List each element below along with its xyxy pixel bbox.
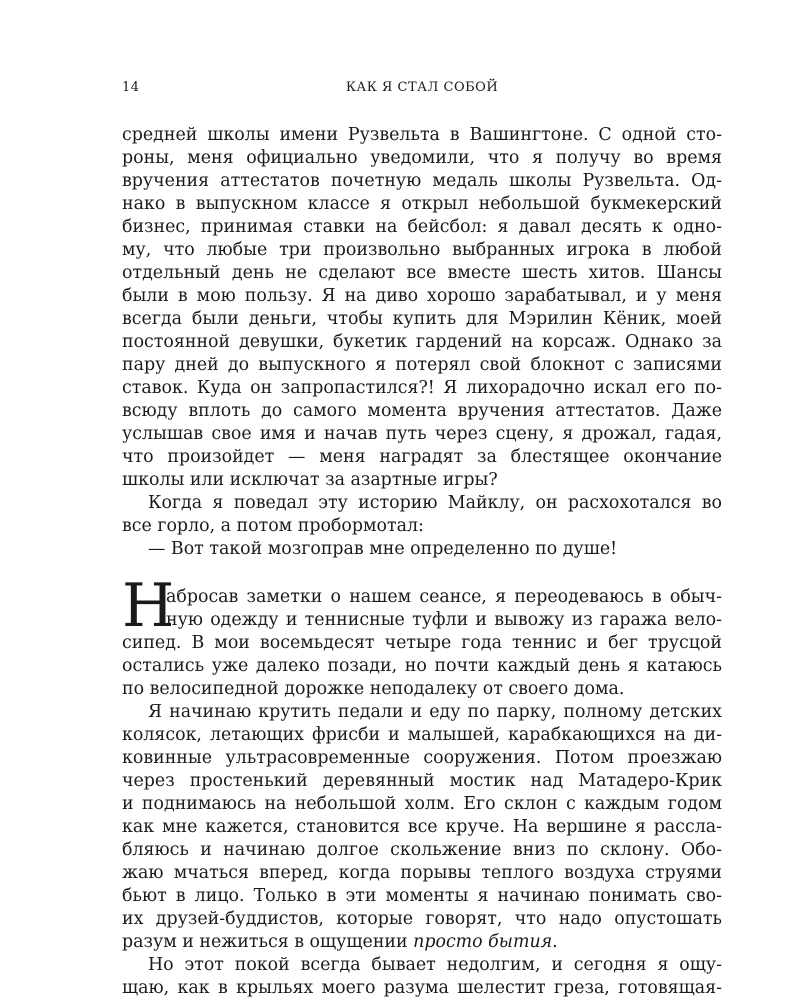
page-number: 14: [122, 80, 140, 95]
drop-cap: Н: [122, 571, 175, 641]
text-line: средней школы имени Рузвельта в Вашингтоне. С одной сто-: [122, 125, 722, 145]
paragraph-first-line: Я начинаю крутить педали и еду по парку, полному детских: [148, 702, 722, 722]
running-title: КАК Я СТАЛ СОБОЙ: [345, 80, 499, 95]
text-line: ную одежду и теннисные туфли и вывожу из гаража вело-: [166, 610, 722, 630]
running-head: [122, 80, 722, 100]
text-line: колясок, летающих фрисби и малышей, карабкающихся на ди-: [122, 725, 722, 745]
text-line: всегда были деньги, чтобы купить для Мэрилин Кёник, моей: [122, 309, 722, 329]
text-line: пару дней до выпускного я потерял свой блокнот с записями: [122, 355, 722, 375]
text-line: были в мою пользу. Я на диво хорошо зарабатывал, и у меня: [122, 286, 722, 306]
text-line: что произойдет — меня наградят за блестящее окончание: [122, 447, 722, 467]
text-line: постоянной девушки, букетик гардений на корсаж. Однако за: [122, 332, 722, 352]
text-run: разум и нежиться в ощущении: [122, 932, 414, 952]
text-line: услышав свое имя и начав путь через сцену, я дрожал, гадая,: [122, 424, 722, 444]
text-line: все горло, а потом пробормотал:: [122, 516, 424, 536]
text-line: бляюсь и начинаю долгое скольжение вниз по склону. Обо-: [122, 840, 722, 860]
text-line: всюду вплоть до самого момента вручения аттестатов. Даже: [122, 401, 722, 421]
text-line: через простенький деревянный мостик над Матадеро-Крик: [122, 771, 722, 791]
text-line: как мне кажется, становится все круче. На вершине я рассла-: [122, 817, 722, 837]
text-line: жаю мчаться вперед, когда порывы теплого воздуха струями: [122, 863, 722, 883]
text-line: по велосипедной дорожке неподалеку от своего дома.: [122, 679, 625, 699]
text-line: му, что любые три произвольно выбранных игрока в любой: [122, 240, 722, 260]
text-line: нако в выпускном классе я открыл небольшой букмекерский: [122, 194, 722, 214]
text-line: школы или исключат за азартные игры?: [122, 470, 498, 490]
text-line: [122, 931, 722, 954]
text-line: остались уже далеко позади, но почти каждый день я катаюсь: [122, 656, 722, 676]
text-line: щаю, как в крыльях моего разума шелестит греза, готовящая-: [122, 978, 722, 998]
text-line: вручения аттестатов почетную медаль школы Рузвельта. Од-: [122, 171, 722, 191]
italic-phrase: просто бытия: [413, 932, 553, 952]
text-line: ставок. Куда он запропастился?! Я лихорадочно искал его по-: [122, 378, 722, 398]
dialogue-line: — Вот такой мозгоправ мне определенно по душе!: [148, 539, 618, 559]
text-line: ковинные ультрасовременные сооружения. Потом проезжаю: [122, 748, 722, 768]
text-line: отдельный день не сделают все вместе шесть хитов. Шансы: [122, 263, 722, 283]
text-line: бьют в лицо. Только в эти моменты я начинаю понимать сво-: [122, 886, 722, 906]
paragraph-first-line: Но этот покой всегда бывает недолгим, и сегодня я ощу-: [148, 955, 722, 975]
text-line: бизнес, принимая ставки на бейсбол: я давал десять к одно-: [122, 217, 722, 237]
text-line: сипед. В мои восемьдесят четыре года теннис и бег трусцой: [122, 633, 722, 653]
text-line: роны, меня официально уведомили, что я получу во время: [122, 148, 722, 168]
text-line: их друзей-буддистов, которые говорят, что надо опустошать: [122, 909, 722, 929]
paragraph-first-line: Когда я поведал эту историю Майклу, он расхохотался во: [148, 493, 722, 513]
text-line: абросав заметки о нашем сеансе, я переодеваюсь в обыч-: [166, 587, 722, 607]
text-line: и поднимаюсь на небольшой холм. Его склон с каждым годом: [122, 794, 722, 814]
text-run: .: [552, 932, 558, 952]
